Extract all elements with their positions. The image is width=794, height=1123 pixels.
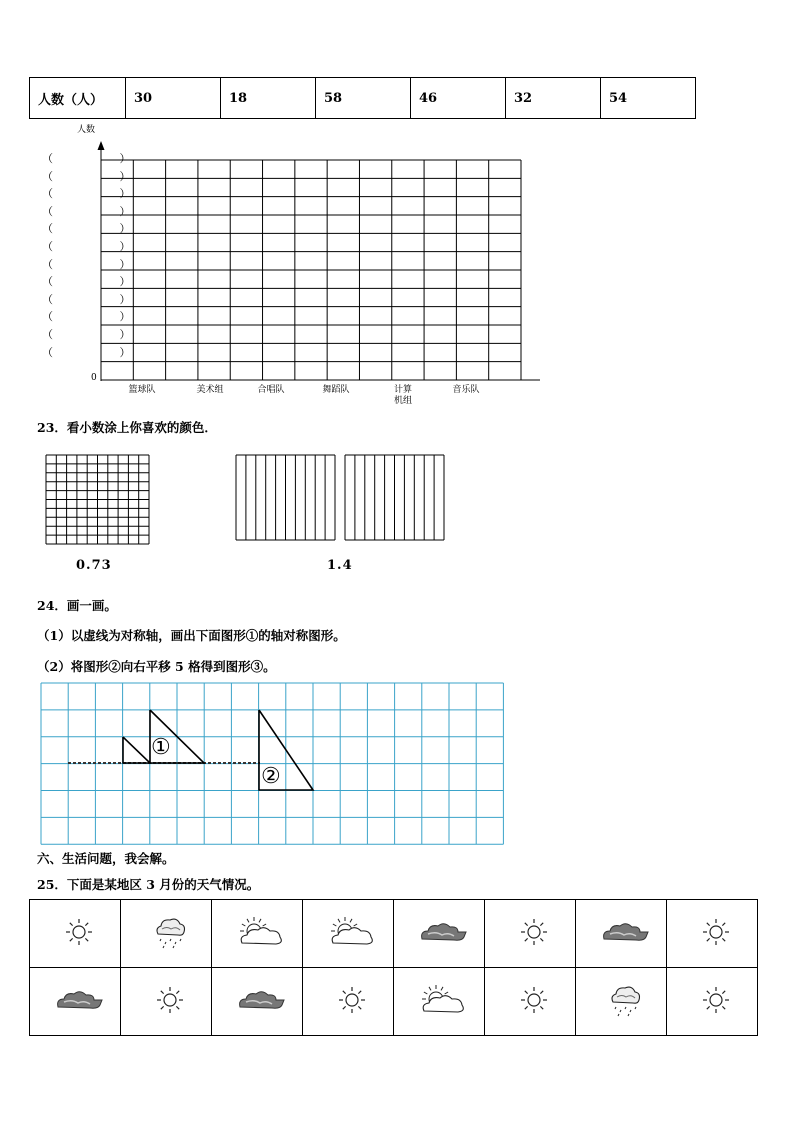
sun-icon <box>519 917 549 951</box>
weather-cell <box>30 968 121 1036</box>
shape-1-small-triangle <box>123 737 150 763</box>
tenth-strip-grid-1 <box>236 455 335 540</box>
decimal-label-b: 1.4 <box>327 558 353 573</box>
weather-cell <box>667 968 758 1036</box>
sun-cloud-icon <box>418 983 468 1021</box>
rain-cloud-icon <box>608 983 642 1021</box>
sun-cloud-icon <box>236 915 286 953</box>
weather-table <box>29 899 758 1036</box>
y-axis-slot[interactable]: （ ） <box>42 345 145 359</box>
shape-1-label: ① <box>151 735 171 760</box>
origin-label: 0 <box>91 373 97 383</box>
weather-cell <box>30 900 121 968</box>
weather-cell <box>485 968 576 1036</box>
y-axis-slot[interactable]: （ ） <box>42 169 145 183</box>
sun-icon <box>64 917 94 951</box>
table-header-cell: 人数（人） <box>30 78 126 119</box>
weather-cell <box>667 900 758 968</box>
section-6-title: 六、生活问题，我会解。 <box>37 851 175 866</box>
y-axis-slot[interactable]: （ ） <box>42 328 145 341</box>
y-axis-slot[interactable]: （ ） <box>42 187 145 201</box>
table-cell: 32 <box>506 78 601 119</box>
question-24: 24．画一画。 <box>37 598 117 613</box>
weather-cell <box>394 900 485 968</box>
y-axis-title: 人数 <box>77 125 96 135</box>
weather-cell <box>212 968 303 1036</box>
cloudy-icon <box>418 919 468 949</box>
question-23: 23．看小数涂上你喜欢的颜色． <box>37 420 217 435</box>
cloudy-icon <box>600 919 650 949</box>
shape-2-label: ② <box>261 764 281 789</box>
y-axis-slot[interactable]: （ ） <box>42 292 145 306</box>
y-axis-slot[interactable]: （ ） <box>42 275 145 289</box>
question-24-part2: （2）将图形②向右平移 5 格得到图形③。 <box>37 659 276 674</box>
weather-cell <box>121 968 212 1036</box>
category-label: 美术组 <box>196 385 224 395</box>
table-cell: 46 <box>411 78 506 119</box>
cloudy-icon <box>54 987 104 1017</box>
question-24-part1: （1）以虚线为对称轴，画出下面图形①的轴对称图形。 <box>37 628 346 643</box>
table-cell: 54 <box>601 78 696 119</box>
question-25: 25．下面是某地区 3 月份的天气情况。 <box>37 877 260 892</box>
category-label: 舞蹈队 <box>322 385 350 395</box>
y-axis-slot[interactable]: （ ） <box>42 204 145 218</box>
y-axis-slot[interactable]: （ ） <box>42 222 145 236</box>
chart-grid <box>0 0 794 420</box>
y-axis-arrow-icon <box>98 141 105 150</box>
category-label: 合唱队 <box>257 385 285 395</box>
hundred-grid <box>46 455 149 544</box>
y-axis-slot[interactable]: （ ） <box>42 310 145 324</box>
sun-icon <box>701 917 731 951</box>
weather-cell <box>303 900 394 968</box>
sun-icon <box>155 985 185 1019</box>
sun-icon <box>519 985 549 1019</box>
rain-cloud-icon <box>153 915 187 953</box>
weather-cell <box>576 968 667 1036</box>
category-label: 计算机组 <box>393 385 412 406</box>
sun-icon <box>337 985 367 1019</box>
weather-row <box>30 968 758 1036</box>
weather-cell <box>485 900 576 968</box>
table-cell: 30 <box>126 78 221 119</box>
table-cell: 18 <box>221 78 316 119</box>
cloudy-icon <box>236 987 286 1017</box>
weather-row <box>30 900 758 968</box>
weather-cell <box>212 900 303 968</box>
y-axis-slot[interactable]: （ ） <box>42 240 145 253</box>
category-label: 音乐队 <box>452 385 480 395</box>
y-axis-slot[interactable]: （ ） <box>42 152 145 165</box>
weather-cell <box>121 900 212 968</box>
decimal-label-a: 0.73 <box>76 558 112 573</box>
blue-grid <box>0 680 794 850</box>
table-cell: 58 <box>316 78 411 119</box>
y-axis-slot[interactable]: （ ） <box>42 257 145 271</box>
weather-cell <box>303 968 394 1036</box>
sun-icon <box>701 985 731 1019</box>
decimal-grids <box>0 440 794 550</box>
weather-cell <box>576 900 667 968</box>
sun-cloud-icon <box>327 915 377 953</box>
tenth-strip-grid-2 <box>345 455 444 540</box>
category-label: 篮球队 <box>128 385 156 395</box>
weather-cell <box>394 968 485 1036</box>
